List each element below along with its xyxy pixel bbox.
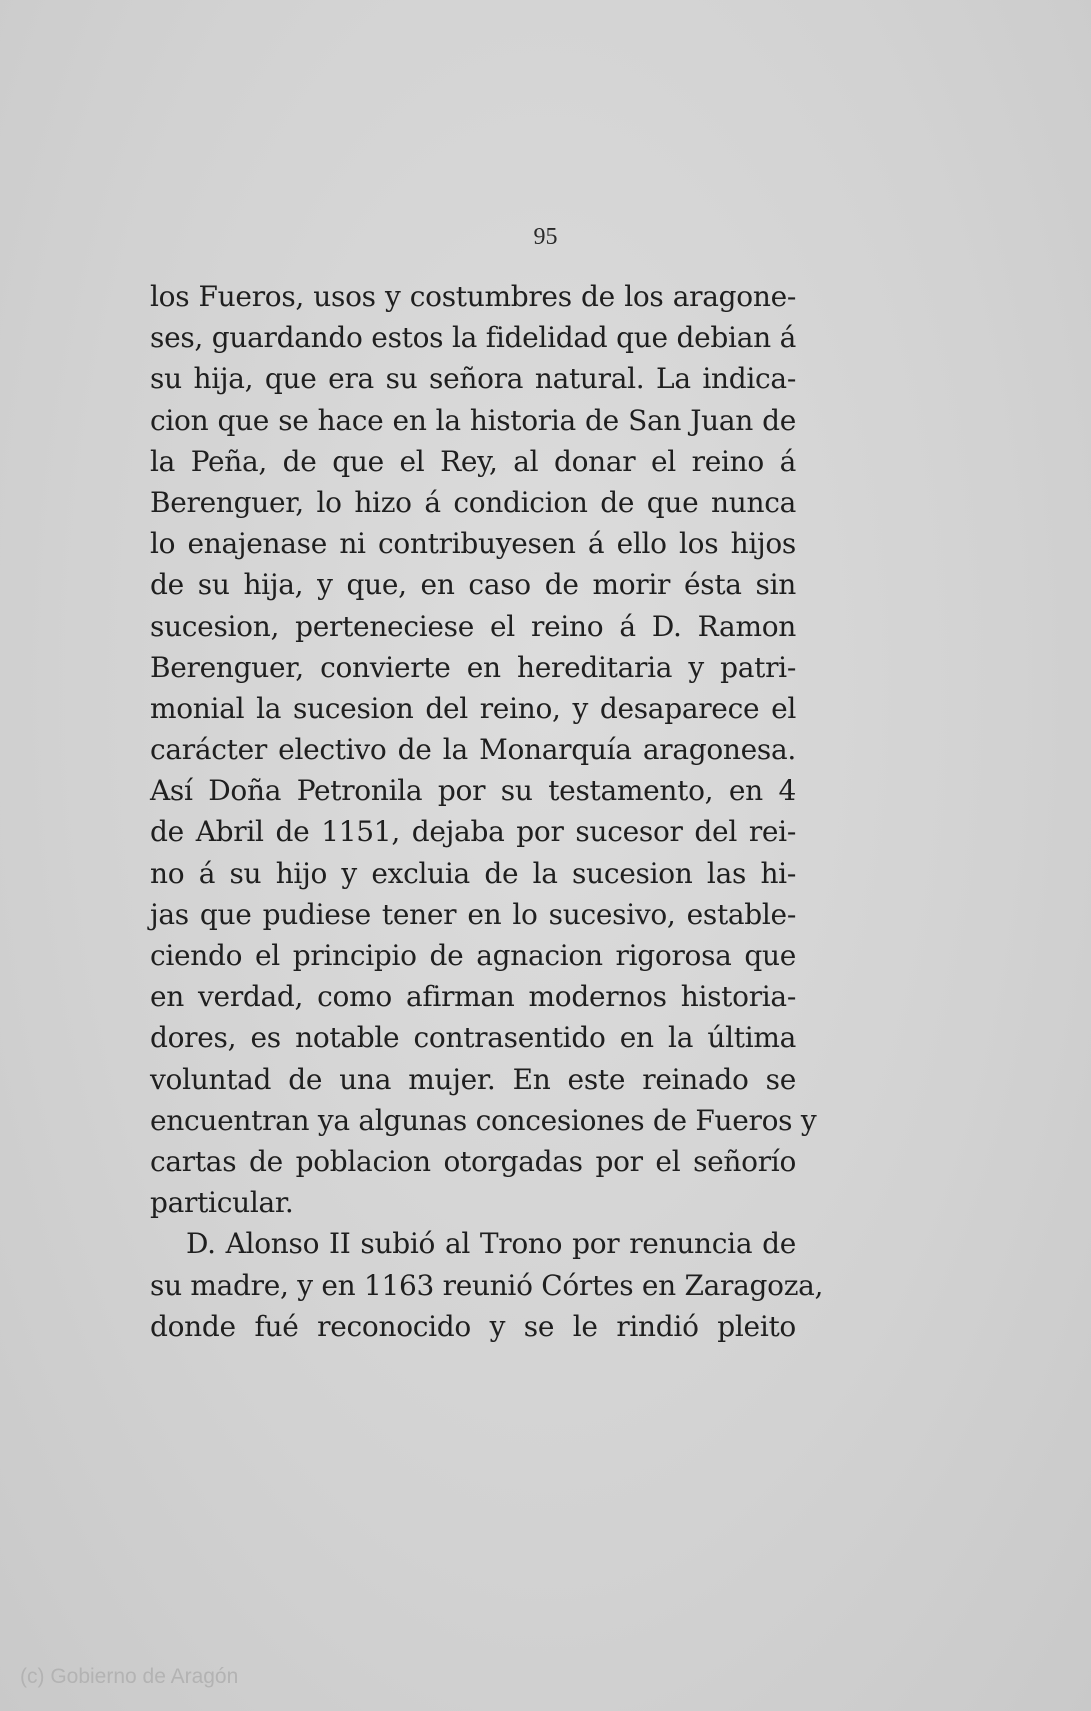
text-line: Así Doña Petronila por su testamento, en 4 — [150, 774, 796, 808]
text-line: monial la sucesion del reino, y desaparece el — [150, 691, 796, 725]
text-line: carácter electivo de la Monarquía aragonesa. — [150, 733, 796, 767]
text-line: voluntad de una mujer. En este reinado se — [150, 1062, 796, 1096]
text-line: sucesion, perteneciese el reino á D. Ramon — [150, 609, 796, 643]
text-line: su madre, y en 1163 reunió Córtes en Zaragoza, — [150, 1268, 824, 1302]
text-line: de Abril de 1151, dejaba por sucesor del rei- — [150, 815, 796, 849]
text-line: su hija, que era su señora natural. La indica- — [150, 362, 796, 396]
text-line: Berenguer, convierte en hereditaria y patri- — [150, 650, 796, 684]
text-line: jas que pudiese tener en lo sucesivo, estable- — [150, 897, 796, 931]
text-line: lo enajenase ni contribuyesen á ello los hijos — [150, 527, 796, 561]
text-line: particular. — [150, 1186, 294, 1220]
text-line: de su hija, y que, en caso de morir ésta sin — [150, 568, 796, 602]
watermark: (c) Gobierno de Aragón — [20, 1665, 239, 1688]
text-line: cartas de poblacion otorgadas por el señorío — [150, 1144, 796, 1178]
text-line: encuentran ya algunas concesiones de Fueros y — [150, 1103, 817, 1137]
text-line: Berenguer, lo hizo á condicion de que nunca — [150, 485, 796, 519]
text-line: dores, es notable contrasentido en la última — [150, 1021, 796, 1055]
text-line: ciendo el principio de agnacion rigorosa que — [150, 939, 796, 972]
text-line: en verdad, como afirman modernos historia- — [150, 980, 796, 1014]
body-text — [150, 276, 824, 1347]
page-number: 95 — [533, 224, 558, 250]
text-line: no á su hijo y excluia de la sucesion las hi- — [150, 856, 796, 890]
text-line: donde fué reconocido y se le rindió pleito — [150, 1309, 796, 1343]
text-line: los Fueros, usos y costumbres de los aragone- — [150, 280, 796, 313]
text-line: D. Alonso II subió al Trono por renuncia de — [186, 1227, 796, 1261]
text-line: cion que se hace en la historia de San Juan de — [150, 403, 796, 437]
text-line: la Peña, de que el Rey, al donar el reino á — [150, 444, 796, 478]
text-line: ses, guardando estos la fidelidad que debian á — [150, 321, 796, 355]
